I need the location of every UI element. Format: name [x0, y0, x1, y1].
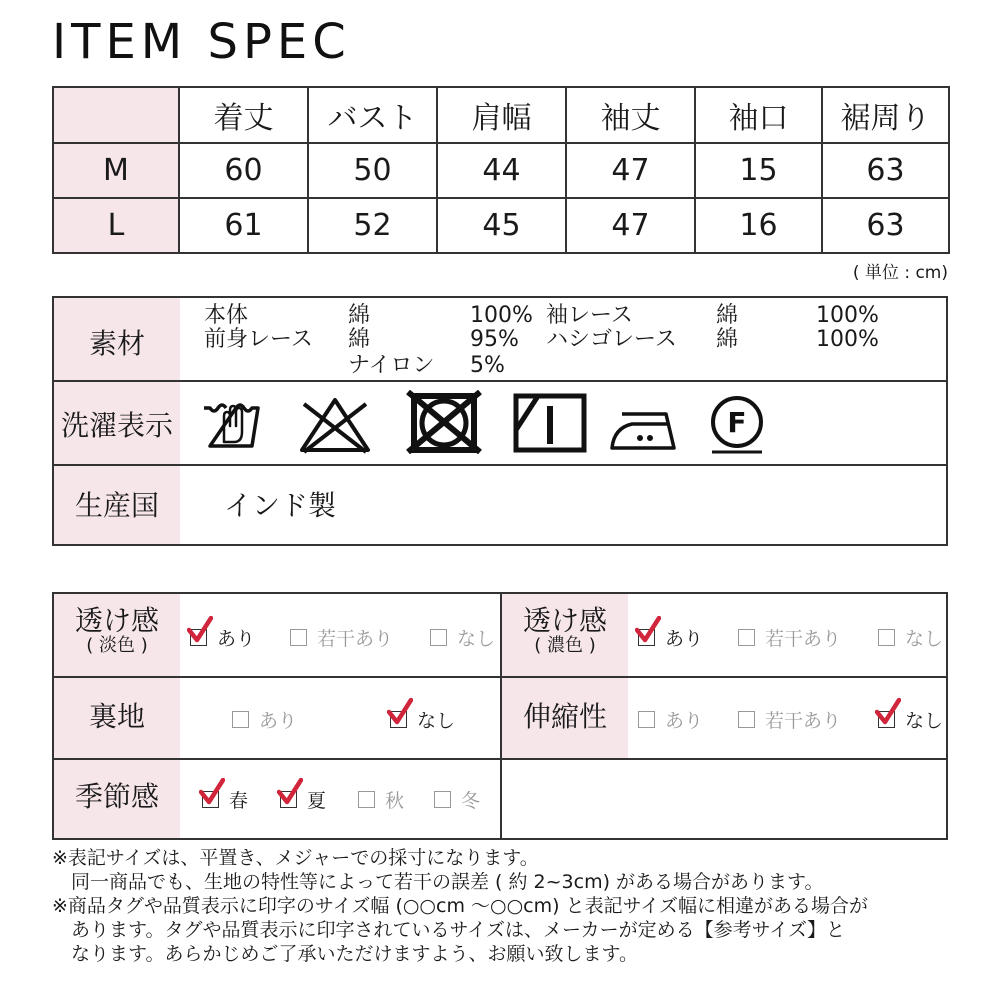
- origin-label: 生産国: [74, 489, 159, 522]
- checkmark-icon: [875, 698, 901, 726]
- note-line: 同一商品でも、生地の特性等によって若干の誤差 ( 約 2~3cm) がある場合があります。: [52, 871, 824, 893]
- option-season-summer[interactable]: [280, 786, 326, 813]
- option-sheer-light-none[interactable]: [430, 624, 495, 651]
- option-label: あり: [217, 628, 256, 650]
- material-part: 本体: [204, 303, 249, 328]
- material-fabric: ナイロン: [348, 353, 435, 378]
- option-label: 春: [229, 790, 249, 812]
- hand-wash-icon: [200, 394, 262, 454]
- attr-sheer-light-label-block: [54, 606, 180, 656]
- option-sheer-dark-none[interactable]: [878, 624, 943, 651]
- iron-medium-icon: [608, 406, 688, 452]
- note-line: なります。あらかじめご了承いただけますよう、お願い致します。: [52, 943, 638, 965]
- material-part: ハシゴレース: [546, 327, 677, 352]
- material-label: 素材: [88, 327, 145, 360]
- table-cell: 15: [695, 143, 822, 198]
- option-label: 若干あり: [317, 628, 394, 650]
- dry-clean-f-icon: [706, 394, 768, 456]
- material-percent: 100%: [470, 303, 533, 328]
- option-label: あり: [665, 628, 704, 650]
- material-percent: 100%: [816, 327, 879, 352]
- option-season-autumn[interactable]: [358, 786, 404, 813]
- checkbox[interactable]: [638, 629, 655, 646]
- option-stretch-none[interactable]: [878, 706, 943, 733]
- option-stretch-yes[interactable]: [638, 706, 703, 733]
- size-header-hem: 裾周り: [822, 87, 949, 143]
- size-header-bust: バスト: [308, 87, 437, 143]
- dry-clean-letter: F: [727, 406, 747, 439]
- checkbox[interactable]: [434, 791, 451, 808]
- note-line: ※商品タグや品質表示に印字のサイズ幅 (○○cm ～○○cm) と表記サイズ幅に相違がある場合が: [52, 895, 869, 917]
- option-sheer-light-slight[interactable]: [290, 624, 393, 651]
- option-label: 冬: [461, 790, 481, 812]
- checkbox[interactable]: [190, 629, 207, 646]
- attr-season-label: 季節感: [74, 780, 159, 813]
- option-season-winter[interactable]: [434, 786, 480, 813]
- table-cell: 63: [822, 143, 949, 198]
- checkmark-icon: [635, 616, 661, 644]
- material-percent: 5%: [470, 353, 505, 378]
- material-percent: 95%: [470, 327, 519, 352]
- size-table-header: [53, 87, 949, 143]
- size-unit-note: ( 単位 : cm): [852, 263, 948, 283]
- checkbox[interactable]: [290, 629, 307, 646]
- attr-lining-label: 裏地: [88, 700, 145, 733]
- size-header-corner: [53, 87, 179, 143]
- care-label: 洗濯表示: [60, 409, 173, 442]
- no-tumble-dry-icon: [406, 390, 482, 454]
- no-bleach-icon: [298, 396, 372, 454]
- option-label: なし: [417, 710, 456, 732]
- attr-sheer-light-sub: ( 淡色 ): [86, 635, 148, 656]
- checkbox[interactable]: [232, 711, 249, 728]
- size-header-cuff: 袖口: [695, 87, 822, 143]
- checkbox[interactable]: [202, 791, 219, 808]
- checkbox[interactable]: [358, 791, 375, 808]
- checkbox[interactable]: [430, 629, 447, 646]
- attr-sheer-light-label: 透け感: [74, 604, 159, 637]
- material-fabric: 綿: [348, 327, 371, 352]
- material-percent: 100%: [816, 303, 879, 328]
- material-fabric: 綿: [348, 303, 371, 328]
- table-cell: 16: [695, 198, 822, 253]
- checkbox[interactable]: [738, 629, 755, 646]
- checkbox[interactable]: [638, 711, 655, 728]
- option-sheer-light-yes[interactable]: [190, 624, 255, 651]
- table-cell: 52: [308, 198, 437, 253]
- option-lining-yes[interactable]: [232, 706, 297, 733]
- option-label: なし: [905, 628, 944, 650]
- option-season-spring[interactable]: [202, 786, 248, 813]
- checkmark-icon: [199, 778, 225, 806]
- attr-stretch-label: 伸縮性: [522, 700, 607, 733]
- material-section: [52, 296, 948, 546]
- attr-sheer-dark-sub: ( 濃色 ): [534, 635, 596, 656]
- size-header-length: 着丈: [179, 87, 308, 143]
- attr-sheer-dark-label: 透け感: [522, 604, 607, 637]
- option-sheer-dark-slight[interactable]: [738, 624, 841, 651]
- option-label: なし: [905, 710, 944, 732]
- table-cell: 44: [437, 143, 566, 198]
- material-fabric: 綿: [716, 303, 739, 328]
- option-sheer-dark-yes[interactable]: [638, 624, 703, 651]
- divider: [54, 380, 946, 382]
- table-row: [53, 198, 949, 253]
- material-part: 袖レース: [546, 303, 633, 328]
- checkmark-icon: [387, 698, 413, 726]
- option-label: あり: [259, 710, 298, 732]
- checkbox[interactable]: [878, 711, 895, 728]
- table-cell: 61: [179, 198, 308, 253]
- material-part: 前身レース: [204, 327, 313, 352]
- notes: [52, 846, 868, 966]
- checkbox[interactable]: [390, 711, 407, 728]
- size-header-sleeve-length: 袖丈: [566, 87, 695, 143]
- option-label: 若干あり: [765, 710, 842, 732]
- checkbox[interactable]: [738, 711, 755, 728]
- size-label-m: M: [53, 143, 179, 198]
- table-cell: 47: [566, 143, 695, 198]
- line-dry-shade-icon: [512, 392, 588, 454]
- page-title: ITEM SPEC: [52, 14, 351, 70]
- material-fabric: 綿: [716, 327, 739, 352]
- note-line: ※表記サイズは、平置き、メジャーでの採寸になります。: [52, 847, 539, 869]
- checkbox[interactable]: [280, 791, 297, 808]
- checkmark-icon: [277, 778, 303, 806]
- origin-value: インド製: [224, 489, 337, 522]
- table-cell: 63: [822, 198, 949, 253]
- size-table: [52, 86, 950, 254]
- divider: [54, 464, 946, 466]
- attr-sheer-dark-label-block: [502, 606, 628, 656]
- option-label: あり: [665, 710, 704, 732]
- option-label: 秋: [385, 790, 405, 812]
- option-label: 夏: [307, 790, 327, 812]
- checkbox[interactable]: [878, 629, 895, 646]
- option-label: 若干あり: [765, 628, 842, 650]
- attributes-section: [52, 592, 948, 840]
- table-cell: 60: [179, 143, 308, 198]
- table-cell: 45: [437, 198, 566, 253]
- table-row: [53, 143, 949, 198]
- note-line: あります。タグや品質表示に印字されているサイズは、メーカーが定める【参考サイズ】と: [52, 919, 846, 941]
- checkmark-icon: [187, 616, 213, 644]
- size-label-l: L: [53, 198, 179, 253]
- option-lining-no[interactable]: [390, 706, 455, 733]
- option-label: なし: [457, 628, 496, 650]
- table-cell: 50: [308, 143, 437, 198]
- option-stretch-slight[interactable]: [738, 706, 841, 733]
- size-header-shoulder: 肩幅: [437, 87, 566, 143]
- table-cell: 47: [566, 198, 695, 253]
